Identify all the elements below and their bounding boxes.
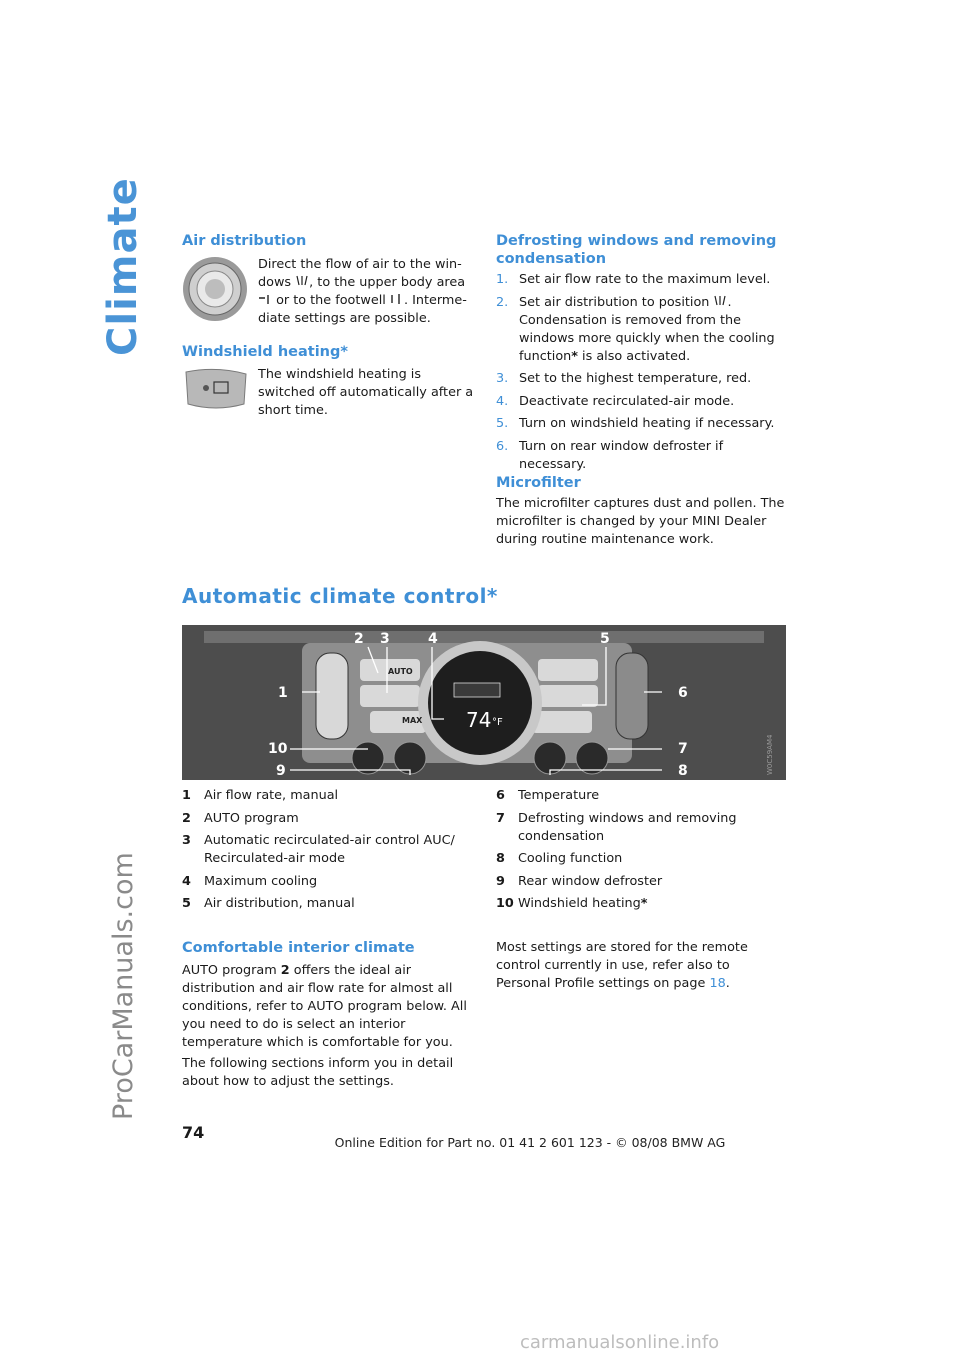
climate-control-panel-image (182, 625, 786, 780)
callout-8: 8 (678, 763, 688, 779)
microfilter-heading: Microfilter (496, 475, 581, 491)
temp-unit: °F (492, 717, 503, 728)
legend-item: 10 Windshield heating* (496, 896, 648, 911)
callout-10: 10 (268, 741, 288, 757)
section-title: Climate (100, 177, 146, 356)
temp-display: 74 (466, 708, 492, 732)
acc-heading: Automatic climate control* (182, 584, 498, 608)
microfilter-text: The microfilter captures dust and pollen. The microfilter is changed by your MINI Dealer during routine maintenance work. (496, 496, 785, 547)
legend-left (182, 787, 472, 918)
legend-item: 1 Air flow rate, manual (182, 788, 339, 803)
legend-item: 7 Defrosting windows and removing condensation (496, 810, 737, 844)
list-item: 3. Set to the highest temperature, red. (496, 371, 752, 386)
callout-3: 3 (380, 631, 390, 647)
comfort-heading: Comfortable interior climate (182, 940, 415, 956)
bottom-watermark: carmanualsonline.info (520, 1332, 720, 1353)
windshield-heating-text: The windshield heating is switched off automatically after a short time. (258, 367, 474, 418)
list-item: 5. Turn on windshield heating if necessary. (496, 416, 775, 431)
air-distribution-text: Direct the flow of air to the win- dows , to the upper body area or to the footwell . Interme- diate settings are possible. (258, 257, 467, 326)
auto-label: AUTO (388, 667, 413, 676)
comfort-paragraph-2: The following sections inform you in detail about how to adjust the settings. (182, 1056, 454, 1089)
image-code: W0C59AM4 (766, 734, 774, 775)
air-distribution-knob-image (182, 256, 248, 322)
legend-item: 4 Maximum cooling (182, 873, 318, 889)
comfort-paragraph-1: AUTO program 2 offers the ideal air distribution and air flow rate for almost all conditions, refer to AUTO program below. All you need to do is select an interior temperature which is comfortable for you. (182, 963, 467, 1050)
legend-right (496, 787, 788, 918)
list-item: 2. Set air distribution to position . Condensation is removed from the windows more quickly when the cooling function* is also activated. (496, 294, 775, 364)
callout-4: 4 (428, 631, 438, 647)
legend-item: 6 Temperature (496, 788, 600, 803)
legend-item: 2 AUTO program (182, 810, 299, 826)
side-watermark: ProCarManuals.com (108, 852, 139, 1120)
callout-6: 6 (678, 685, 688, 701)
upper-body-air-icon (258, 293, 272, 305)
max-label: MAX (402, 716, 423, 725)
callout-7: 7 (678, 741, 688, 757)
windshield-air-icon (295, 275, 309, 287)
list-item: 4. Deactivate recirculated-air mode. (496, 393, 735, 409)
windshield-air-icon (713, 295, 727, 307)
callout-9: 9 (276, 763, 286, 779)
callout-5: 5 (600, 631, 610, 647)
legend-item: 9 Rear window defroster (496, 873, 663, 889)
defrost-heading: Defrosting windows and removing condensation (496, 233, 777, 267)
footwell-air-icon (390, 293, 404, 305)
page-number: 74 (182, 1123, 205, 1142)
page-18-link[interactable]: 18 (709, 976, 726, 991)
list-item: 6. Turn on rear window defroster if necessary. (496, 438, 724, 472)
legend-item: 8 Cooling function (496, 851, 623, 866)
callout-1: 1 (278, 685, 288, 701)
defrost-steps (496, 271, 792, 478)
air-distribution-heading: Air distribution (182, 233, 307, 249)
callout-2: 2 (354, 631, 364, 647)
list-item: 1. Set air flow rate to the maximum level. (496, 272, 771, 287)
comfort-paragraph-3: Most settings are stored for the remote control currently in use, refer also to Personal Profile settings on page 18. (496, 940, 748, 991)
legend-item: 3 Automatic recirculated-air control AUC/ Recirculated-air mode (182, 833, 455, 866)
windshield-heating-button-image (182, 368, 250, 410)
legend-item: 5 Air distribution, manual (182, 896, 355, 911)
windshield-heating-heading: Windshield heating* (182, 344, 348, 360)
footer-edition: Online Edition for Part no. 01 41 2 601 123 - © 08/08 BMW AG (334, 1135, 726, 1150)
